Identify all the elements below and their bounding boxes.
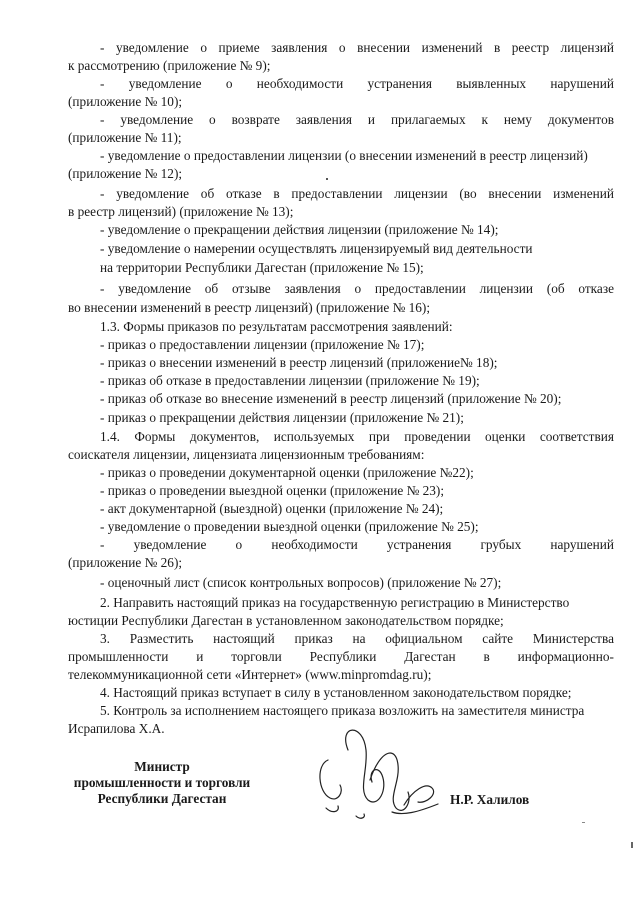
text-line: телекоммуникационной сети «Интернет» (www.minpromdag.ru); [68, 667, 432, 682]
text-line: (приложение № 12); [68, 166, 183, 181]
text-line: на территории Республики Дагестан (приложение № 15); [100, 260, 424, 275]
text-line: - уведомление о проведении выездной оценки (приложение № 25); [100, 519, 479, 534]
scan-speck [631, 842, 633, 848]
text-line: 4. Настоящий приказ вступает в силу в установленном законодательством порядке; [100, 685, 572, 700]
text-line: в реестр лицензий) (приложение № 13); [68, 204, 294, 219]
text-line: к рассмотрению (приложение № 9); [68, 58, 271, 73]
text-line: - уведомление о приеме заявления о внесении изменений в реестр лицензий [100, 40, 614, 55]
text-line: - уведомление об отказе в предоставлении лицензии (во внесении изменений [100, 186, 614, 201]
text-line: - приказ об отказе в предоставлении лицензии (приложение № 19); [100, 373, 480, 388]
text-line: - уведомление об отзыве заявления о предоставлении лицензии (об отказе [100, 281, 614, 296]
text-line: юстиции Республики Дагестан в установленном законодательством порядке; [68, 613, 504, 628]
text-line: Исрапилова Х.А. [68, 721, 165, 736]
text-line: - уведомление о необходимости устранения грубых нарушений [100, 537, 614, 552]
signatory-title-line: промышленности и торговли [73, 775, 251, 790]
text-line: (приложение № 11); [68, 130, 182, 145]
text-line: соискателя лицензии, лицензиата лицензионным требованиям: [68, 447, 425, 462]
text-line: - уведомление о прекращении действия лицензии (приложение № 14); [100, 222, 499, 237]
text-line: - приказ о проведении выездной оценки (приложение № 23); [100, 483, 445, 498]
signatory-name: Н.Р. Халилов [450, 792, 530, 807]
text-line: 2. Направить настоящий приказ на государственную регистрацию в Министерство [100, 595, 570, 610]
text-line: (приложение № 26); [68, 555, 183, 570]
text-line: 3. Разместить настоящий приказ на официальном сайте Министерства [100, 631, 614, 646]
scan-speck [582, 822, 585, 823]
text-line: - приказ о внесении изменений в реестр лицензий (приложение№ 18); [100, 355, 498, 370]
signatory-title-line: Министр [134, 759, 190, 774]
signatory-title-line: Республики Дагестан [97, 791, 227, 806]
text-line: - оценочный лист (список контрольных вопросов) (приложение № 27); [100, 575, 502, 590]
handwritten-signature [308, 720, 458, 840]
text-line: (приложение № 10); [68, 94, 183, 109]
section-heading: 1.4. Формы документов, используемых при проведении оценки соответствия [100, 429, 614, 444]
text-line: - акт документарной (выездной) оценки (приложение № 24); [100, 501, 444, 516]
text-line: во внесении изменений в реестр лицензий) (приложение № 16); [68, 300, 431, 315]
text-line: - приказ о предоставлении лицензии (приложение № 17); [100, 337, 425, 352]
text-line: - приказ о проведении документарной оценки (приложение №22); [100, 465, 474, 480]
text-line: - уведомление о намерении осуществлять лицензируемый вид деятельности [100, 241, 533, 256]
text-line: - приказ об отказе во внесение изменений в реестр лицензий (приложение № 20); [100, 391, 562, 406]
text-line: - приказ о прекращении действия лицензии (приложение № 21); [100, 410, 464, 425]
section-heading: 1.3. Формы приказов по результатам рассмотрения заявлений: [100, 319, 453, 334]
scan-speck [326, 178, 328, 180]
text-line: - уведомление о возврате заявления и прилагаемых к нему документов [100, 112, 614, 127]
text-line: - уведомление о необходимости устранения выявленных нарушений [100, 76, 614, 91]
text-line: - уведомление о предоставлении лицензии (о внесении изменений в реестр лицензий) [100, 148, 588, 163]
text-line: промышленности и торговли Республики Дагестан в информационно- [68, 649, 614, 664]
text-line: 5. Контроль за исполнением настоящего приказа возложить на заместителя министра [100, 703, 585, 718]
